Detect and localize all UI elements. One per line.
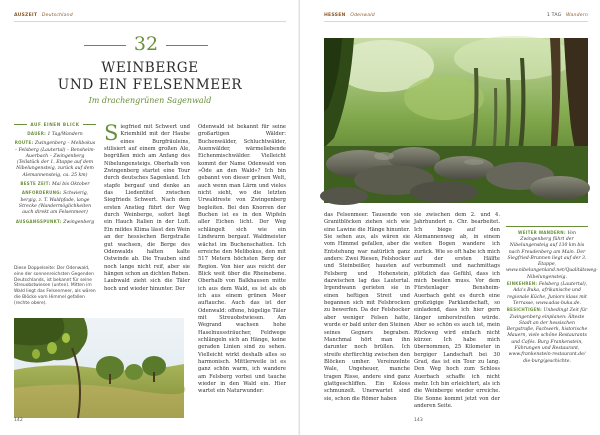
info-route: ROUTE: Zwingenberg – Melibokus – Felsberg (Lautertal) – Bensheim-Auerbach – Zwingenberg (Teilstück der 1. Etappe auf dem Nibelungensteig, zurück auf dem Alemannensteig, ca. 25 km) (14, 140, 96, 178)
info-box-heading: AUF EINEN BLICK (30, 122, 80, 127)
heading-rule (14, 124, 27, 125)
orchard-photo (14, 318, 184, 418)
body-text-1: iegfried mit Schwert und Kriemhild mit der Haube eines Burgfräuleins, stilisiert auf einem großen Ale, begrüßen mich am Anfang des Nibelungensteigs. Oberhalb von Zwingenberg startet eine Tour durch deutsches Sagenland. Ich stapfe bergauf und denke an das Liedentitel zwischen Siegfrieds Schwert. Nach dem ersten Anstieg führt der Weg durch Weinberge, sofort liegt ein Hauch Italien in der Luft. Ein mildes Klima lässt den Wein an der hessischen Bergstraße gut wachsen, die Berge des Odenwalds halten kalte Ostwinde ab. Die Trauben sind noch lange nicht reif, aber sie hängen schon an dichten Reben. Laubwald zieht sich die Täler hoch und wieder hinunter. Der (104, 124, 190, 292)
page-number-right: 143 (414, 418, 423, 423)
page-number-left: 142 (14, 418, 23, 423)
chapter-number: 32 (133, 33, 159, 55)
running-header-right: HESSEN Odenwald (324, 13, 375, 18)
body-text-2: Odenwald ist bekannt für seine großartigen Wälder: Buchenwälder, Schluchtwälder, Auenwälder, wärmeliebende Eichenmischwälder. Vielleicht kommt der Name Odenwald von »Öde an den Wald«? Ich bin gebannt von dieser grünen Welt, auch wenn man Lärm und vieles nicht sieht, wo die letzten Urwaldreste von Zwingenberg begleiten. Bei den Knorren der Buchen ist es in den Wipfeln aller Eichen licht. Der Weg schlängelt sich wie ein Lindwurm bergauf. Waldmeister wächst im Buchenschatten. Ich erreiche den Melibokus, den mit 517 Metern höchsten Berg der Region. Von hier aus reicht der Blick weit über die Rheinebene. Oberhalb von Balkhausen mitte ich aus dem Wald, es ist als ob ich aus einem grünen Meer auftauche. Auch das ist der Odenwald: offene, hügelige Täler mit Streuobstwiesen. Am Wegrand wachsen hohe Haselnusssträucher, Feldwege schlängeln sich an Hänge, keine geraden Linien sind zu sehen. Vielleicht wirkt deshalb alles so harmonisch. Mittlerweile ist es ganz schön warm, ich wandere am Felsberg vorbei und tauche wieder in den Wald ein. Hier wartet ein Naturwunder: (198, 124, 286, 395)
running-header-left: AUSZEIT Deutschland (14, 13, 73, 18)
photo-caption: Diese Doppelseite: Der Odenwald, eine der sonnenreichsten Gegenden Deutschlands, ist bekannt für seine Streuobstwiesen (unten). Mitten im Wald liegt das Felsenmeer, als wären die Blöcke vom Himmel gefallen (rechte obere). (14, 266, 96, 306)
header-divider (14, 21, 286, 22)
info-dauer: DAUER: 1 Tag/Wandern (27, 131, 83, 137)
page-subtitle: Im drachengrünen Sagenwald (88, 96, 212, 105)
body-column-4 (414, 212, 500, 412)
body-text-3: das Felsenmeer. Tausende von Granitblöcken ziehen sich wie eine Lawine die Hänge hinunter. Sie sehen aus, als wären sie vom Himmel gefallen, aber die Entstehung war natürlich ganz anders: Zwei Riesen, Felshocker und Steinbeißer, hausten auf Felsberg und Hohenstein, dazwischen lag das Lautertal. Irgendwann gerieten sie in einen heftigen Streit und begannen sich mit Felsbrocken zu bewerfen. Da der Felshocker aber weniger Felsen hatte, wurde er bald unter den Steinen seines Gegners begraben. Manchmal hört man ihn darunter noch brüllen. Ich streife ehrfürchtig zwischen den Blöcken umher. Vereinzelnte Wale, Ungeheuer, manche tragen Risse, andere sind ganz glattgeschliffen. Ein Koloss schmunzelt. Unerwartet sind sie, schon die Römer haben (324, 212, 411, 402)
side-weiter-wandern: WEITER WANDERN: Von Zwingenberg führt der Nibelungensteig auf 130 km bis nach Freudenberg am Main. Der Siegfried-Brunnen liegt auf der 3. Etappe, www.nibelungenland.net/Qualitätsweg-Nibelungensteig. (506, 229, 598, 280)
side-einkehren: EINKEHREN: Felsberg (Lautertal), Ada's Buka, afrikanische und regionale Küche, Juniors klass mit Terrasse, www.adas-buka.de. (506, 281, 588, 306)
info-box-heading-row (14, 122, 96, 127)
drop-cap: S (104, 121, 119, 145)
title-line-2: UND EIN FELSENMEER (57, 77, 243, 93)
header-divider-right (324, 21, 588, 22)
info-box (14, 122, 96, 228)
heading-rule (83, 124, 96, 125)
info-anforderung: ANFORDERUNG: Schwierig, bergig, z. T. Waldpfade, lange Strecke (Wandermöglichkeiten auch direkt am Felsenmeer) (18, 190, 92, 216)
page-title (24, 60, 276, 94)
body-column-2 (198, 124, 286, 395)
body-column-3 (324, 212, 410, 412)
number-rule-right (166, 45, 208, 46)
side-box-rule (506, 226, 588, 227)
body-text-4: sie zwischen dem 2. und 4. Jahrhundert n. Chr. bearbeitet. Ich biege auf den Alemannenweg ab, in einem weiten Bogen wandere ich zurück. Wie so oft habe ich mich auf der ersten Hälfte verbummelt und nachmittags plötzlich das Gefühl, dass ich mich beeilen muss. Vor dem Fürstenlager Bensheim-Auerbach geht es durch eine großzügige Parklandschaft, so einladend, dass ich hier gern länger umherstreifen würde. Aber so schön es auch ist, mein Rückweg wird einfach nicht kürzer. Ich habe mich übernommen, 25 Kilometer in bergiger Landschaft bei 30 Grad, das ist ein Tour zu lang. Den Weg hoch zum Schloss Auerbach schaffe ich nicht mehr. Ich bin erleichtert, als ich die Weinberge wieder erreiche. Die Sonne kommt jetzt von der anderen Seite. (414, 212, 500, 409)
running-header-right-meta: 1 TAG Wandern (546, 13, 588, 18)
felsenmeer-photo (324, 38, 588, 203)
info-side-box (506, 226, 598, 365)
info-ausgangspunkt: AUSGANGSPUNKT: Zwingenberg (15, 218, 95, 225)
info-beste-zeit: BESTE ZEIT: Mai bis Oktober (20, 181, 90, 188)
title-line-1: WEINBERGE (101, 60, 199, 76)
side-besichtigen: BESICHTIGEN: Unbedingt Zeit für Zwingenberg einplanen: Älteste Stadt an der hessischen Bergstraße, Fachwerk, historische Mauern, viele schöne Restaurants und Cafés. Burg Frankenstein, Führungen und Restaurant, www.frankenstein-restaurant.de/ die-burg/geschichte. (506, 307, 588, 364)
